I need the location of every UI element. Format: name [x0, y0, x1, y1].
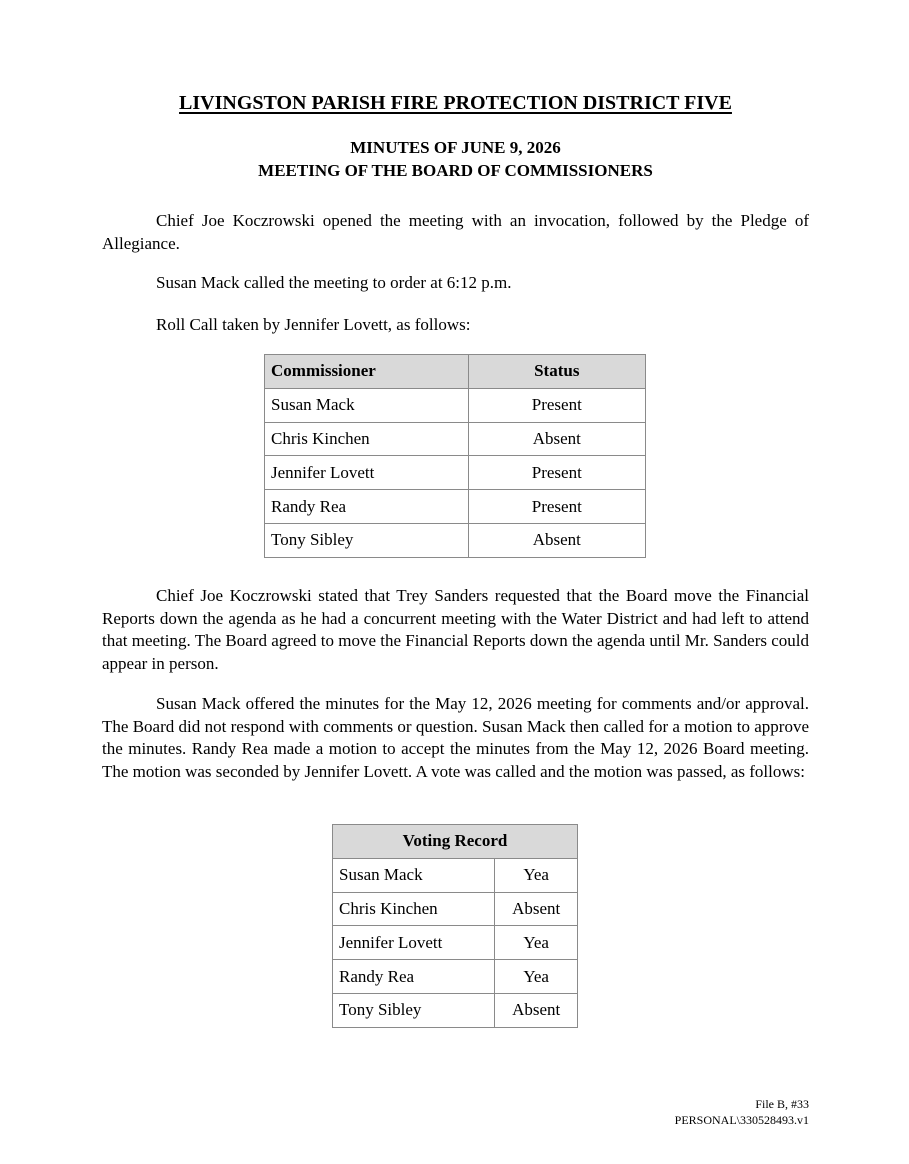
vote-value: Yea [495, 960, 578, 994]
commissioner-name: Susan Mack [265, 388, 469, 422]
commissioner-name: Tony Sibley [333, 993, 495, 1027]
meeting-heading: MEETING OF THE BOARD OF COMMISSIONERS [258, 161, 653, 180]
commissioner-column-header: Commissioner [265, 355, 469, 389]
commissioner-name: Jennifer Lovett [265, 456, 469, 490]
voting-record-table [332, 824, 578, 1028]
vote-value: Absent [495, 993, 578, 1027]
attendance-status: Present [468, 490, 645, 524]
document-id: PERSONAL\330528493.v1 [674, 1113, 809, 1127]
table-row [333, 858, 578, 892]
table-row [333, 926, 578, 960]
table-row [333, 993, 578, 1027]
document-title: LIVINGSTON PARISH FIRE PROTECTION DISTRICT FIVE [179, 92, 732, 114]
attendance-status: Present [468, 388, 645, 422]
paragraph-minutes-approval: Susan Mack offered the minutes for the May 12, 2026 meeting for comments and/or approval. The Board did not respond with comments or question. Susan Mack then called for a motion to approve the minutes. Randy Rea made a motion to accept the minutes from the May 12, 2026 Board meeting. The motion was seconded by Jennifer Lovett. A vote was called and the motion was passed, as follows: [102, 694, 809, 781]
table-header-row [265, 355, 646, 389]
commissioner-name: Randy Rea [265, 490, 469, 524]
table-row [333, 960, 578, 994]
paragraph-roll-call: Roll Call taken by Jennifer Lovett, as follows: [156, 315, 471, 334]
commissioner-name: Susan Mack [333, 858, 495, 892]
table-row [265, 490, 646, 524]
attendance-status: Absent [468, 422, 645, 456]
voting-record-header: Voting Record [333, 825, 578, 859]
status-column-header: Status [468, 355, 645, 389]
file-reference: File B, #33 [755, 1097, 809, 1111]
minutes-date-heading: MINUTES OF JUNE 9, 2026 [350, 138, 561, 157]
table-row [265, 388, 646, 422]
table-row [265, 422, 646, 456]
table-header-row [333, 825, 578, 859]
commissioner-name: Chris Kinchen [265, 422, 469, 456]
document-footer [675, 1096, 809, 1128]
vote-value: Absent [495, 892, 578, 926]
paragraph-invocation: Chief Joe Koczrowski opened the meeting with an invocation, followed by the Pledge of Allegiance. [102, 211, 809, 253]
vote-value: Yea [495, 926, 578, 960]
table-row [265, 456, 646, 490]
roll-call-table [264, 354, 646, 558]
vote-value: Yea [495, 858, 578, 892]
attendance-status: Absent [468, 523, 645, 557]
commissioner-name: Tony Sibley [265, 523, 469, 557]
table-row [265, 523, 646, 557]
attendance-status: Present [468, 456, 645, 490]
commissioner-name: Jennifer Lovett [333, 926, 495, 960]
table-row [333, 892, 578, 926]
paragraph-call-to-order: Susan Mack called the meeting to order at 6:12 p.m. [156, 273, 512, 292]
commissioner-name: Chris Kinchen [333, 892, 495, 926]
commissioner-name: Randy Rea [333, 960, 495, 994]
paragraph-financial-reports: Chief Joe Koczrowski stated that Trey Sanders requested that the Board move the Financial Reports down the agenda as he had a concurrent meeting with the Water District and had left to attend that meeting. The Board agreed to move the Financial Reports down the agenda until Mr. Sanders could appear in person. [102, 586, 809, 673]
